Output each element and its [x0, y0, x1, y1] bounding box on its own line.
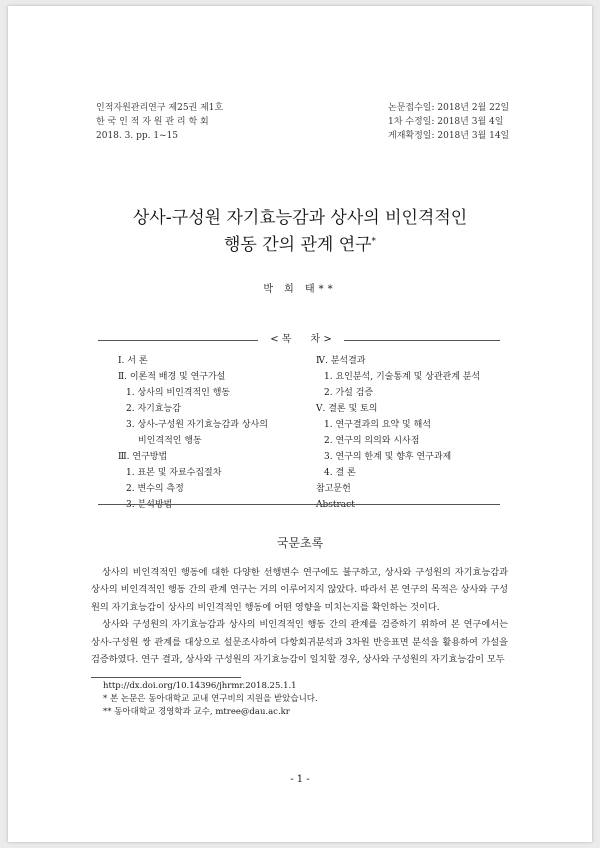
- toc-item: 2. 자기효능감: [126, 404, 181, 414]
- toc-item: 1. 상사의 비인격적인 행동: [126, 388, 231, 398]
- paper-page: [8, 6, 592, 842]
- abstract-paragraph: 상사와 구성원의 자기효능감과 상사의 비인격적인 행동 간의 관계를 검증하기 위하여 본 연구에서는 상사-구성원 쌍 관계를 대상으로 설문조사하여 다항회귀분석과 3차원 반응표면 분석을 활용하여 가설을 검증하였다. 연구 결과, 상사와 구성원의 자기효능감이 일치할 경우, 상사와 구성원의 자기효능감이 모두: [91, 619, 508, 666]
- author-affiliation: ** 동아대학교 경영학과 교수, mtree@dau.ac.kr: [103, 707, 290, 717]
- footnotes: [103, 680, 318, 719]
- toc-item: 비인격적인 행동: [138, 436, 202, 446]
- title-text: 행동 간의 관계 연구: [223, 235, 372, 255]
- abstract-paragraph: 상사의 비인격적인 행동에 대한 다양한 선행변수 연구에도 불구하고, 상사와 구성원의 자기효능감과 상사의 비인격적인 행동 간의 관계 연구는 거의 이루어지지 않았다. 따라서 본 연구의 목적은 상사와 구성원의 자기효능감이 상사의 비인격적인 행동에 어떤 영향을 미치는지를 확인하는 것이다.: [91, 567, 508, 613]
- journal-info: [96, 101, 223, 143]
- toc-item: 3. 연구의 한계 및 향후 연구과제: [324, 452, 452, 462]
- toc-item: 4. 결 론: [324, 468, 356, 478]
- revised-date: 1차 수정일: 2018년 3월 4일: [388, 117, 504, 127]
- toc-item: Ⅰ. 서 론: [118, 356, 148, 366]
- toc-item: Ⅴ. 결론 및 토의: [316, 404, 378, 414]
- issue-pages: 2018. 3. pp. 1~15: [96, 131, 179, 141]
- toc-item: 1. 요인분석, 기술통계 및 상관관계 분석: [324, 372, 481, 382]
- doi-link[interactable]: http://dx.doi.org/10.14396/jhrmr.2018.25.1.1: [103, 681, 297, 691]
- paper-title-line-2: [8, 230, 592, 255]
- submission-dates: [388, 101, 509, 143]
- toc-item: 3. 상사-구성원 자기효능감과 상사의: [126, 420, 268, 430]
- toc-item: Abstract: [316, 500, 355, 510]
- toc-item: 2. 가설 검증: [324, 388, 374, 398]
- toc-heading-right: 차 >: [310, 334, 332, 345]
- received-date: 논문접수일: 2018년 2월 22일: [388, 103, 510, 113]
- toc-item: 참고문헌: [316, 484, 351, 494]
- toc-item: 1. 표본 및 자료수집절차: [126, 468, 222, 478]
- toc-right-column: [316, 353, 480, 513]
- page-number: - 1 -: [290, 774, 310, 785]
- toc-item: 1. 연구결과의 요약 및 해석: [324, 420, 431, 430]
- toc-item: Ⅱ. 이론적 배경 및 연구가설: [118, 372, 226, 382]
- author-name: 박 희 태**: [263, 284, 337, 295]
- journal-name: 인적자원관리연구 제25권 제1호: [96, 103, 224, 113]
- accepted-date: 게재확정일: 2018년 3월 14일: [388, 131, 510, 141]
- abstract-title: 국문초록: [276, 536, 324, 550]
- toc-bottom-rule: [98, 504, 500, 505]
- toc-left-column: [118, 353, 268, 513]
- footnote-rule: [91, 677, 241, 678]
- paper-title-line-1: 상사-구성원 자기효능감과 상사의 비인격적인: [132, 208, 468, 228]
- funding-note: * 본 논문은 동아대학교 교내 연구비의 지원을 받았습니다.: [103, 694, 318, 704]
- toc-item: 2. 연구의 의의와 시사점: [324, 436, 420, 446]
- toc-item: 3. 분석방법: [126, 500, 173, 510]
- toc-heading-left: < 목: [270, 334, 292, 345]
- toc-item: Ⅲ. 연구방법: [118, 452, 168, 462]
- abstract-body: [91, 564, 508, 668]
- society-name: 한 국 인 적 자 원 관 리 학 회: [96, 117, 209, 127]
- title-footnote-mark: *: [371, 236, 377, 247]
- toc-heading: [258, 332, 344, 348]
- toc-item: 2. 변수의 측정: [126, 484, 184, 494]
- toc-item: Ⅳ. 분석결과: [316, 356, 366, 366]
